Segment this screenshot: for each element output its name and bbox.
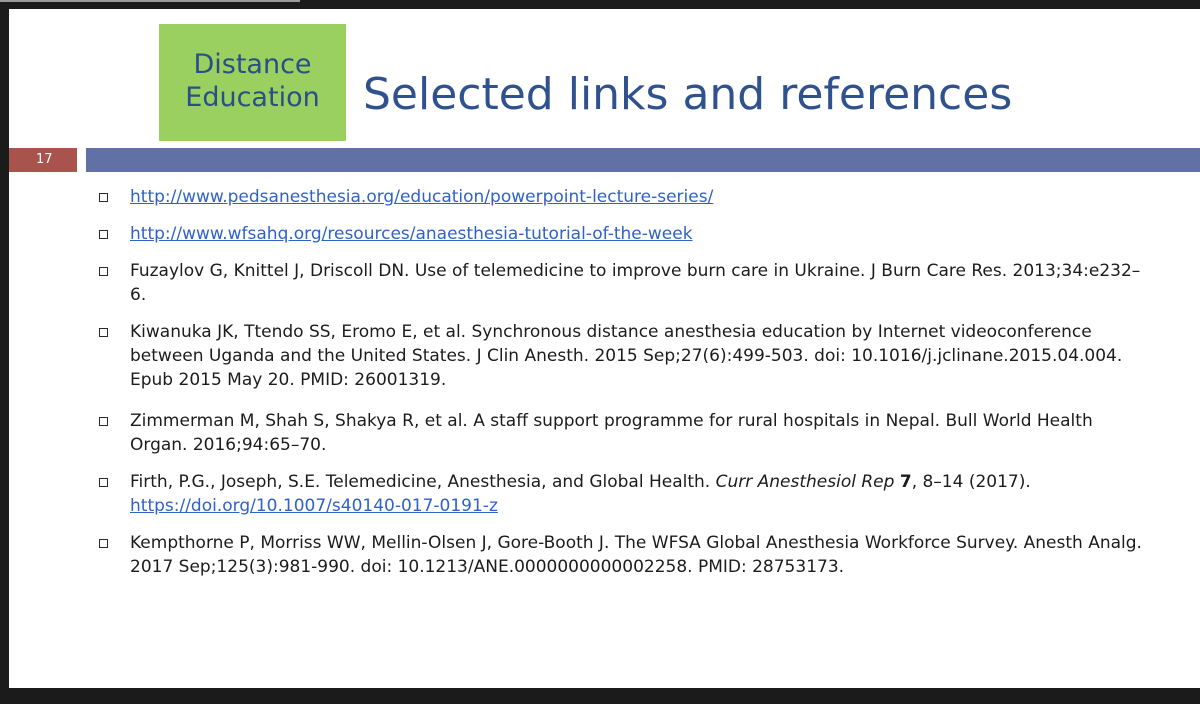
- window-edge-highlight: [0, 0, 300, 2]
- wfsahq-link[interactable]: http://www.wfsahq.org/resources/anaesthesia-tutorial-of-the-week: [130, 224, 693, 244]
- reference-pages-year: , 8–14 (2017).: [911, 472, 1031, 492]
- reference-text: Kempthorne P, Morriss WW, Mellin-Olsen J, Gore-Booth J. The WFSA Global Anesthesia Workforce Survey. Anesth Analg. 2017 Sep;125(3):981-990. doi: 10.1213/ANE.0000000000002258. PMID: 28753173.: [130, 533, 1142, 577]
- doi-link[interactable]: https://doi.org/10.1007/s40140-017-0191-z: [130, 496, 498, 516]
- logo-line-1: Distance: [193, 49, 312, 80]
- logo-line-2: Education: [185, 82, 320, 113]
- square-bullet-icon: [99, 193, 108, 202]
- square-bullet-icon: [99, 328, 108, 337]
- bottom-strip: [0, 688, 1200, 704]
- square-bullet-icon: [99, 478, 108, 487]
- journal-volume: 7: [899, 472, 912, 492]
- slide-number: 17: [9, 148, 77, 172]
- reference-text: Fuzaylov G, Knittel J, Driscoll DN. Use of telemedicine to improve burn care in Ukraine. J Burn Care Res. 2013;34:e232–6.: [130, 261, 1141, 305]
- reference-text: Zimmerman M, Shah S, Shakya R, et al. A staff support programme for rural hospitals in Nepal. Bull World Health Organ. 2016;94:65–70.: [130, 411, 1093, 455]
- slide-title: Selected links and references: [363, 69, 1013, 120]
- square-bullet-icon: [99, 417, 108, 426]
- pedsanesthesia-link[interactable]: http://www.pedsanesthesia.org/education/powerpoint-lecture-series/: [130, 187, 714, 207]
- reference-text: Kiwanuka JK, Ttendo SS, Eromo E, et al. Synchronous distance anesthesia education by Internet videoconference between Uganda and the United States. J Clin Anesth. 2015 Sep;27(6):499-503. doi: 10.1016/j.jclinane.2015.04.004. Epub 2015 May 20. PMID: 26001319.: [130, 322, 1123, 390]
- square-bullet-icon: [99, 539, 108, 548]
- reference-text: Firth, P.G., Joseph, S.E. Telemedicine, Anesthesia, and Global Health.: [130, 472, 716, 492]
- square-bullet-icon: [99, 267, 108, 276]
- journal-name: Curr Anesthesiol Rep: [715, 472, 895, 492]
- slide: [9, 9, 1200, 688]
- square-bullet-icon: [99, 230, 108, 239]
- top-strip: [0, 0, 1200, 9]
- reference-list: [9, 9, 1200, 688]
